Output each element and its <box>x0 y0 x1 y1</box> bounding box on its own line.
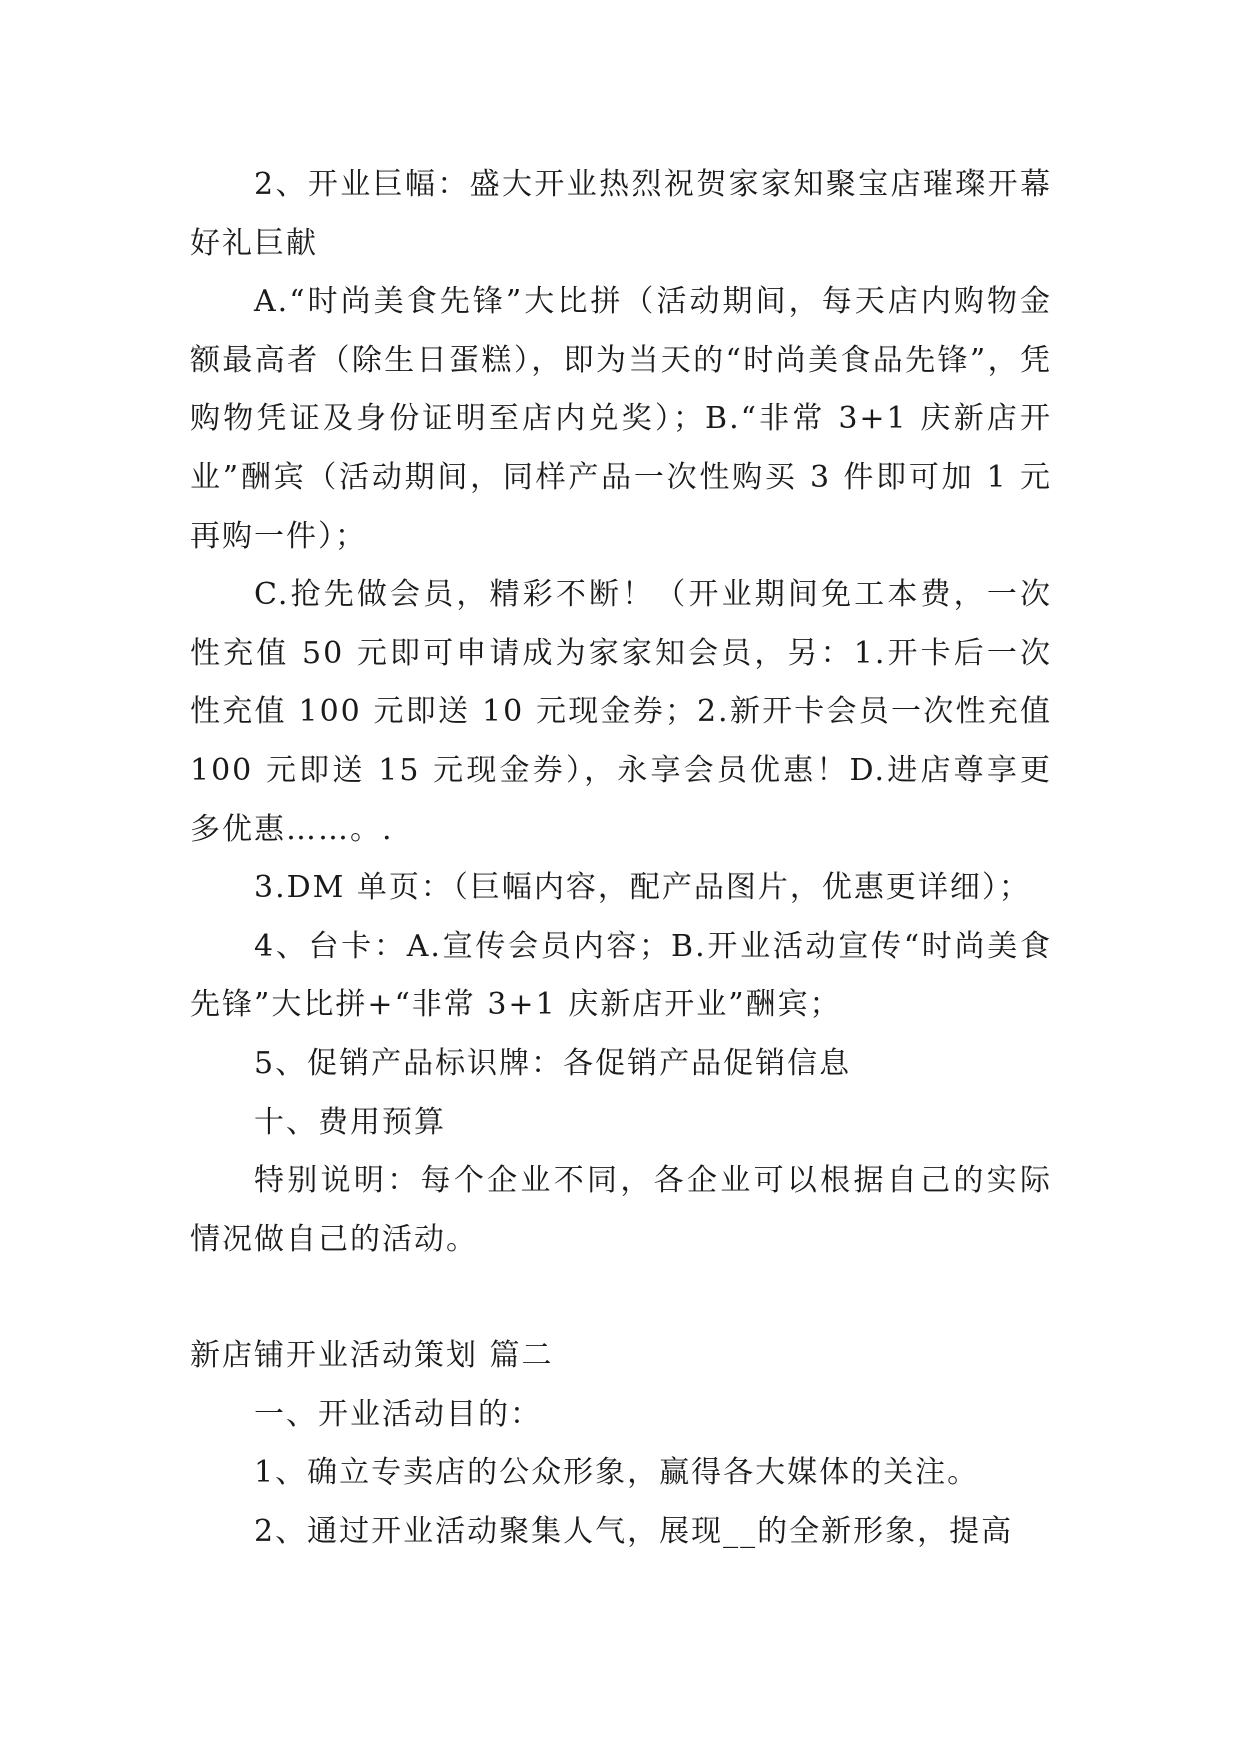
section-title: 新店铺开业活动策划 篇二 <box>190 1338 554 1374</box>
paragraph-opening-banner: 2、开业巨幅：盛大开业热烈祝贺家家知聚宝店璀璨开幕好礼巨献 <box>190 167 1052 261</box>
paragraph-activity-a-b: A.“时尚美食先锋”大比拼（活动期间，每天店内购物金额最高者（除生日蛋糕），即为当天的“时尚美食品先锋”，凭购物凭证及身份证明至店内兑奖）；B.“非常 3+1 庆新店开业”酬宾（活动期间，同样产品一次性购买 3 件即可加 1 元再购一件）； <box>190 284 1052 554</box>
heading-activity-purpose: 一、开业活动目的： <box>254 1396 542 1432</box>
document-page <box>190 156 1052 1562</box>
paragraph-activity-c-d: C.抢先做会员，精彩不断！（开业期间免工本费，一次性充值 50 元即可申请成为家家知会员，另：1.开卡后一次性充值 100 元即送 10 元现金券；2.新开卡会员一次性充值 100 元即送 15 元现金券），永享会员优惠！D.进店尊享更多优惠……。. <box>190 577 1052 847</box>
paragraph-promo-signs: 5、促销产品标识牌：各促销产品促销信息 <box>254 1045 852 1081</box>
paragraph-dm-flyer: 3.DM 单页：（巨幅内容，配产品图片，优惠更详细）； <box>254 870 1031 906</box>
heading-budget: 十、费用预算 <box>254 1104 446 1140</box>
paragraph-purpose-1: 1、确立专卖店的公众形象，赢得各大媒体的关注。 <box>254 1455 980 1491</box>
paragraph-table-card: 4、台卡：A.宣传会员内容；B.开业活动宣传“时尚美食先锋”大比拼+“非常 3+1 庆新店开业”酬宾； <box>190 928 1052 1023</box>
paragraph-purpose-2: 2、通过开业活动聚集人气，展现__的全新形象，提高 <box>254 1514 1014 1550</box>
paragraph-special-note: 特别说明：每个企业不同，各企业可以根据自己的实际情况做自己的活动。 <box>190 1163 1052 1257</box>
